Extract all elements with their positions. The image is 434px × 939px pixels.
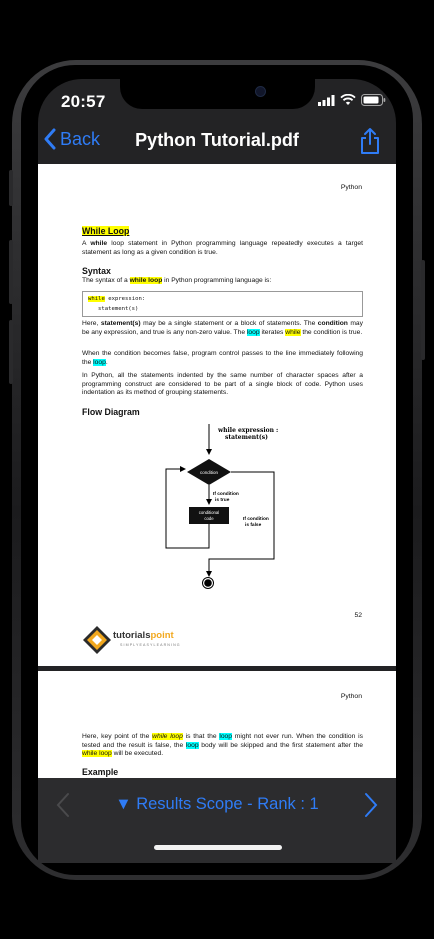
- diagram-label-statement: statement(s): [225, 434, 268, 441]
- flow-diagram-heading: Flow Diagram: [82, 407, 140, 417]
- tutorialspoint-logo: [82, 625, 202, 657]
- diagram-code-label-1: conditional: [198, 510, 220, 515]
- chevron-right-icon: [364, 792, 378, 818]
- code-keyword: while: [88, 296, 105, 302]
- share-icon: [359, 127, 381, 155]
- pdf-page-53[interactable]: [38, 671, 396, 778]
- status-icons: [318, 94, 386, 106]
- volume-up-button: [9, 240, 13, 304]
- home-indicator[interactable]: [154, 845, 282, 850]
- logo-brand-a: tutorials: [113, 630, 151, 641]
- example-heading: Example: [82, 767, 119, 777]
- pdf-page-52[interactable]: [38, 164, 396, 666]
- diagram-code-label-2: code: [204, 516, 214, 521]
- status-time: 20:57: [61, 92, 106, 111]
- navigation-bar: [38, 120, 396, 164]
- cellular-signal-icon: [318, 95, 335, 106]
- wifi-icon: [340, 94, 356, 106]
- flow-diagram: [38, 164, 396, 666]
- camera-icon: [255, 86, 266, 97]
- statement-paragraph: Here, statement(s) may be a single statement or a block of statements. The condition may be any expression, and true is any non-zero value. The loop iterates while the condition is true.: [82, 320, 363, 336]
- indentation-paragraph: In Python, all the statements indented by the same number of character spaces after a programming construct are considered to be part of a single block of code. Python uses indentation as its method of grouping statements.: [82, 372, 363, 396]
- page-number: 52: [354, 612, 362, 619]
- key-point-paragraph: Here, key point of the while loop is that the loop might not ever run. When the condition is tested and the result is false, the loop body will be skipped and the first statement after the while loop will be executed.: [82, 733, 363, 757]
- share-button[interactable]: [359, 127, 381, 160]
- logo-icon: [82, 625, 112, 655]
- page-header: Python: [340, 184, 362, 191]
- condition-paragraph: When the condition becomes false, program control passes to the line immediately following the loop.: [82, 350, 363, 366]
- results-toolbar: [38, 778, 396, 863]
- code-block: while expression: statement(s): [82, 291, 363, 317]
- section-title: While Loop: [82, 226, 130, 236]
- next-result-button[interactable]: [364, 792, 378, 823]
- diagram-label-while: while expression :: [218, 427, 279, 434]
- back-label: Back: [60, 128, 101, 149]
- diagram-if-false-1: If condition: [243, 517, 269, 522]
- diagram-condition-label: condition: [199, 470, 219, 475]
- intro-paragraph: A while loop statement in Python programming language repeatedly executes a target statement as long as a given condition is true.: [82, 240, 363, 256]
- power-button: [421, 260, 425, 360]
- results-scope-button[interactable]: ▼ Results Scope - Rank : 1: [115, 795, 319, 813]
- logo-brand-b: point: [150, 630, 174, 641]
- page-title: Python Tutorial.pdf: [135, 130, 299, 150]
- mute-switch: [9, 170, 13, 206]
- notch: [120, 79, 315, 109]
- volume-down-button: [9, 320, 13, 384]
- diagram-if-false-2: is false: [245, 523, 262, 528]
- diagram-if-true-1: If condition: [213, 492, 239, 497]
- page-header: Python: [340, 693, 362, 700]
- battery-icon: [361, 94, 386, 106]
- syntax-line: The syntax of a while loop in Python programming language is:: [82, 277, 272, 284]
- syntax-heading: Syntax: [82, 266, 111, 276]
- diagram-if-true-2: is true: [215, 498, 230, 503]
- logo-tagline: SIMPLYEASYLEARNING: [120, 643, 181, 647]
